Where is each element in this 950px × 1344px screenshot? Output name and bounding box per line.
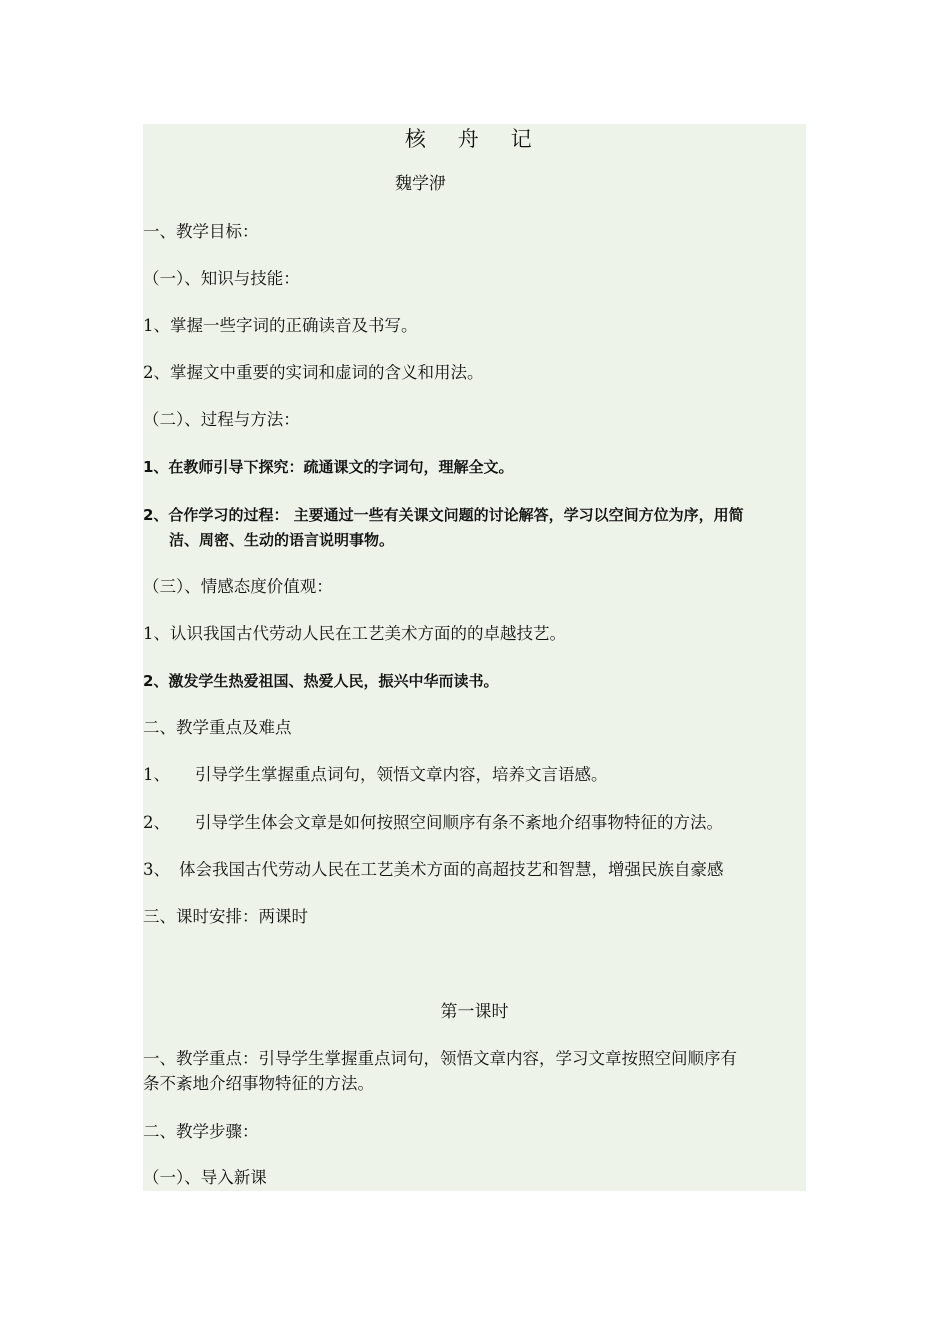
key-point-2-number: 2、 [143, 813, 170, 832]
objective-item-2: 2、掌握文中重要的实词和虚词的含义和用法。 [143, 363, 484, 382]
author-name: 魏学洢 [395, 174, 446, 194]
key-point-1-text: 引导学生掌握重点词句，领悟文章内容，培养文言语感。 [195, 765, 608, 784]
schedule-value: 两课时 [258, 907, 308, 926]
key-point-3 [143, 858, 724, 882]
values-item-1: 1、认识我国古代劳动人民在工艺美术方面的的卓越技艺。 [143, 624, 566, 643]
lesson-focus-label: 一、教学重点： [143, 1049, 259, 1068]
subsection-attitude-values: （三）、情感态度价值观： [143, 577, 333, 596]
lesson-focus-line1 [143, 1047, 737, 1071]
values-item-2: 2、激发学生热爱祖国、热爱人民，振兴中华而读书。 [143, 672, 499, 690]
subsection-knowledge-skills: （一）、知识与技能： [143, 269, 300, 288]
process-item-2-line1: 2、合作学习的过程： 主要通过一些有关课文问题的讨论解答，学习以空间方位为序，用简 [143, 506, 744, 524]
process-item-1: 1、在教师引导下探究：疏通课文的字词句，理解全文。 [143, 458, 514, 476]
lesson-focus-line2: 条不紊地介绍事物特征的方法。 [143, 1074, 374, 1093]
lesson-focus-text: 引导学生掌握重点词句，领悟文章内容，学习文章按照空间顺序有 [258, 1049, 737, 1068]
key-point-1 [143, 763, 608, 787]
document-title: 核 舟 记 [404, 127, 545, 151]
key-point-1-number: 1、 [143, 765, 170, 784]
key-point-3-number: 3、 [143, 860, 170, 879]
section-heading-objectives: 一、教学目标： [143, 222, 259, 241]
lesson-steps-heading: 二、教学步骤： [143, 1122, 259, 1141]
lesson-step-1-heading: （一）、导入新课 [143, 1168, 267, 1187]
schedule-label: 三、课时安排： [143, 907, 259, 926]
section-heading-key-points: 二、教学重点及难点 [143, 718, 292, 737]
subsection-process-method: （二）、过程与方法： [143, 410, 300, 429]
process-item-2-line2: 洁、周密、生动的语言说明事物。 [169, 531, 395, 549]
objective-item-1: 1、掌握一些字词的正确读音及书写。 [143, 316, 418, 335]
key-point-3-text: 体会我国古代劳动人民在工艺美术方面的高超技艺和智慧，增强民族自豪感 [179, 860, 724, 879]
key-point-2-text: 引导学生体会文章是如何按照空间顺序有条不紊地介绍事物特征的方法。 [195, 813, 723, 832]
lesson-heading: 第一课时 [440, 1002, 509, 1022]
key-point-2 [143, 811, 723, 835]
schedule-line [143, 905, 308, 929]
